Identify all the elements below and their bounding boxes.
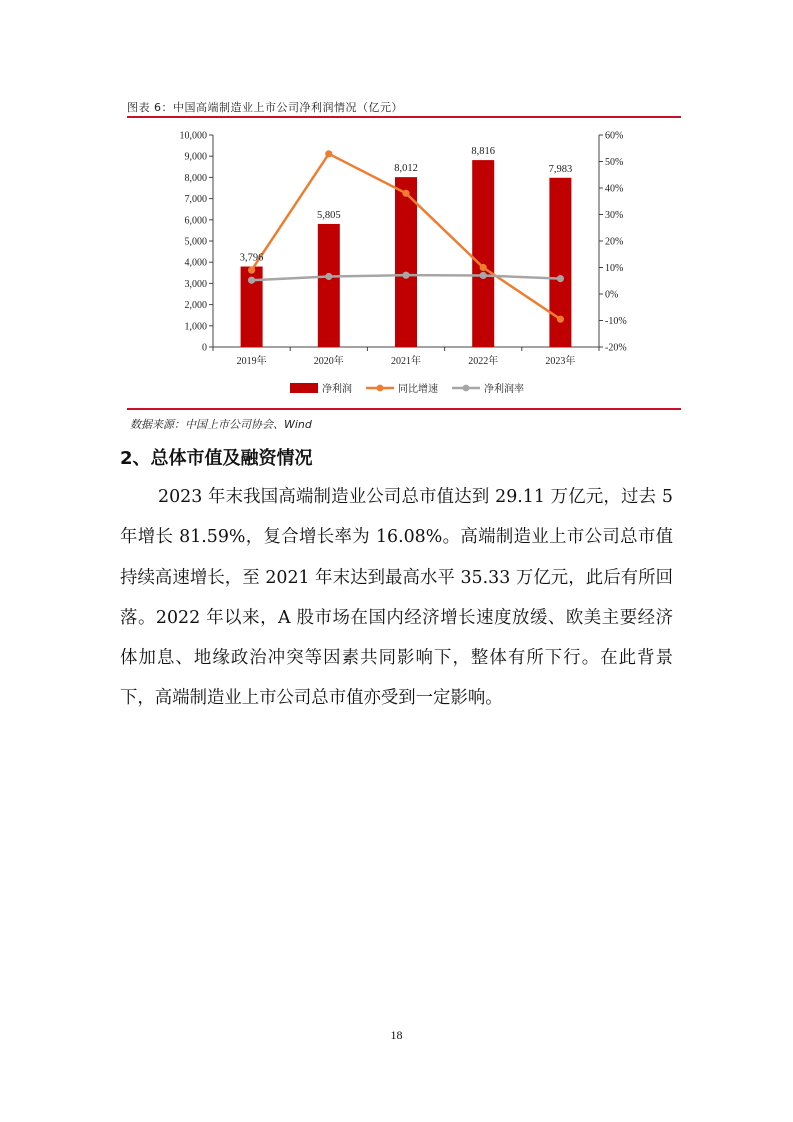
y-left-tick-label: 7,000 [184, 194, 207, 206]
section-heading: 2、总体市值及融资情况 [120, 448, 313, 469]
y-left-tick-label: 10,000 [179, 130, 207, 142]
yoy-growth-point [402, 190, 409, 197]
y-right-tick-label: 60% [605, 130, 624, 142]
yoy-growth-point [325, 150, 332, 157]
profit-margin-point [248, 277, 255, 284]
y-left-tick-label: 1,000 [184, 321, 207, 333]
y-right-tick-label: 0% [605, 289, 619, 301]
bar-net-profit [318, 224, 340, 347]
y-right-tick-label: -20% [605, 342, 627, 354]
y-left-tick-label: 2,000 [184, 300, 207, 312]
legend-marker-yoy-growth [377, 385, 384, 392]
yoy-growth-point [248, 267, 255, 274]
x-tick-label: 2022年 [468, 356, 499, 367]
x-tick-label: 2023年 [545, 356, 576, 367]
net-profit-chart [0, 0, 793, 420]
y-right-tick-label: -10% [605, 316, 627, 327]
source-rule [127, 408, 681, 410]
y-left-tick-label: 9,000 [184, 151, 207, 163]
legend-label: 净利润 [322, 384, 352, 395]
body-paragraph: 2023 年末我国高端制造业公司总市值达到 29.11 万亿元，过去 5 年增长 81.59%，复合增长率为 16.08%。高端制造业上市公司总市值持续高速增长，至 2021 年末达到最高水平 35.33 万亿元，此后有所回落。2022 年以来，A 股市场在国内经济增长速度放缓、欧美主要经济体加息、地缘政治冲突等因素共同影响下，整体有所下行。在此背景下，高端制造业上市公司总市值亦受到一定影响。 [120, 487, 673, 709]
data-source: 数据来源：中国上市公司协会、Wind [130, 418, 312, 431]
yoy-growth-point [480, 264, 487, 271]
bar-net-profit [472, 160, 494, 347]
profit-margin-point [480, 272, 487, 279]
y-right-tick-label: 50% [605, 157, 624, 168]
y-left-tick-label: 8,000 [184, 172, 207, 184]
x-tick-label: 2021年 [391, 356, 421, 367]
profit-margin-point [325, 273, 332, 280]
y-right-tick-label: 40% [605, 183, 624, 195]
profit-margin-point [557, 275, 564, 282]
legend-swatch-net-profit [290, 383, 318, 393]
bar-data-label: 8,816 [471, 146, 496, 158]
bar-data-label: 5,805 [316, 209, 341, 221]
y-right-tick-label: 20% [605, 236, 624, 248]
page-number: 18 [390, 1028, 403, 1042]
y-right-tick-label: 30% [605, 210, 624, 221]
bar-net-profit [395, 177, 417, 347]
y-left-tick-label: 4,000 [184, 257, 207, 269]
y-left-tick-label: 3,000 [184, 278, 207, 290]
bar-data-label: 7,983 [548, 163, 573, 175]
legend-marker-profit-margin [463, 385, 470, 392]
x-tick-label: 2020年 [313, 356, 344, 367]
y-left-tick-label: 6,000 [184, 215, 207, 227]
y-left-tick-label: 5,000 [184, 236, 207, 248]
x-tick-label: 2019年 [236, 356, 267, 367]
y-right-tick-label: 10% [605, 263, 624, 274]
profit-margin-point [402, 272, 409, 279]
figure-caption: 图表 6：中国高端制造业上市公司净利润情况（亿元） [127, 101, 403, 114]
yoy-growth-point [557, 316, 564, 323]
y-left-tick-label: 0 [202, 342, 207, 354]
legend-label: 同比增速 [398, 384, 438, 395]
legend-label: 净利润率 [484, 384, 524, 395]
bar-data-label: 3,796 [239, 252, 264, 264]
bar-data-label: 8,012 [394, 163, 418, 175]
